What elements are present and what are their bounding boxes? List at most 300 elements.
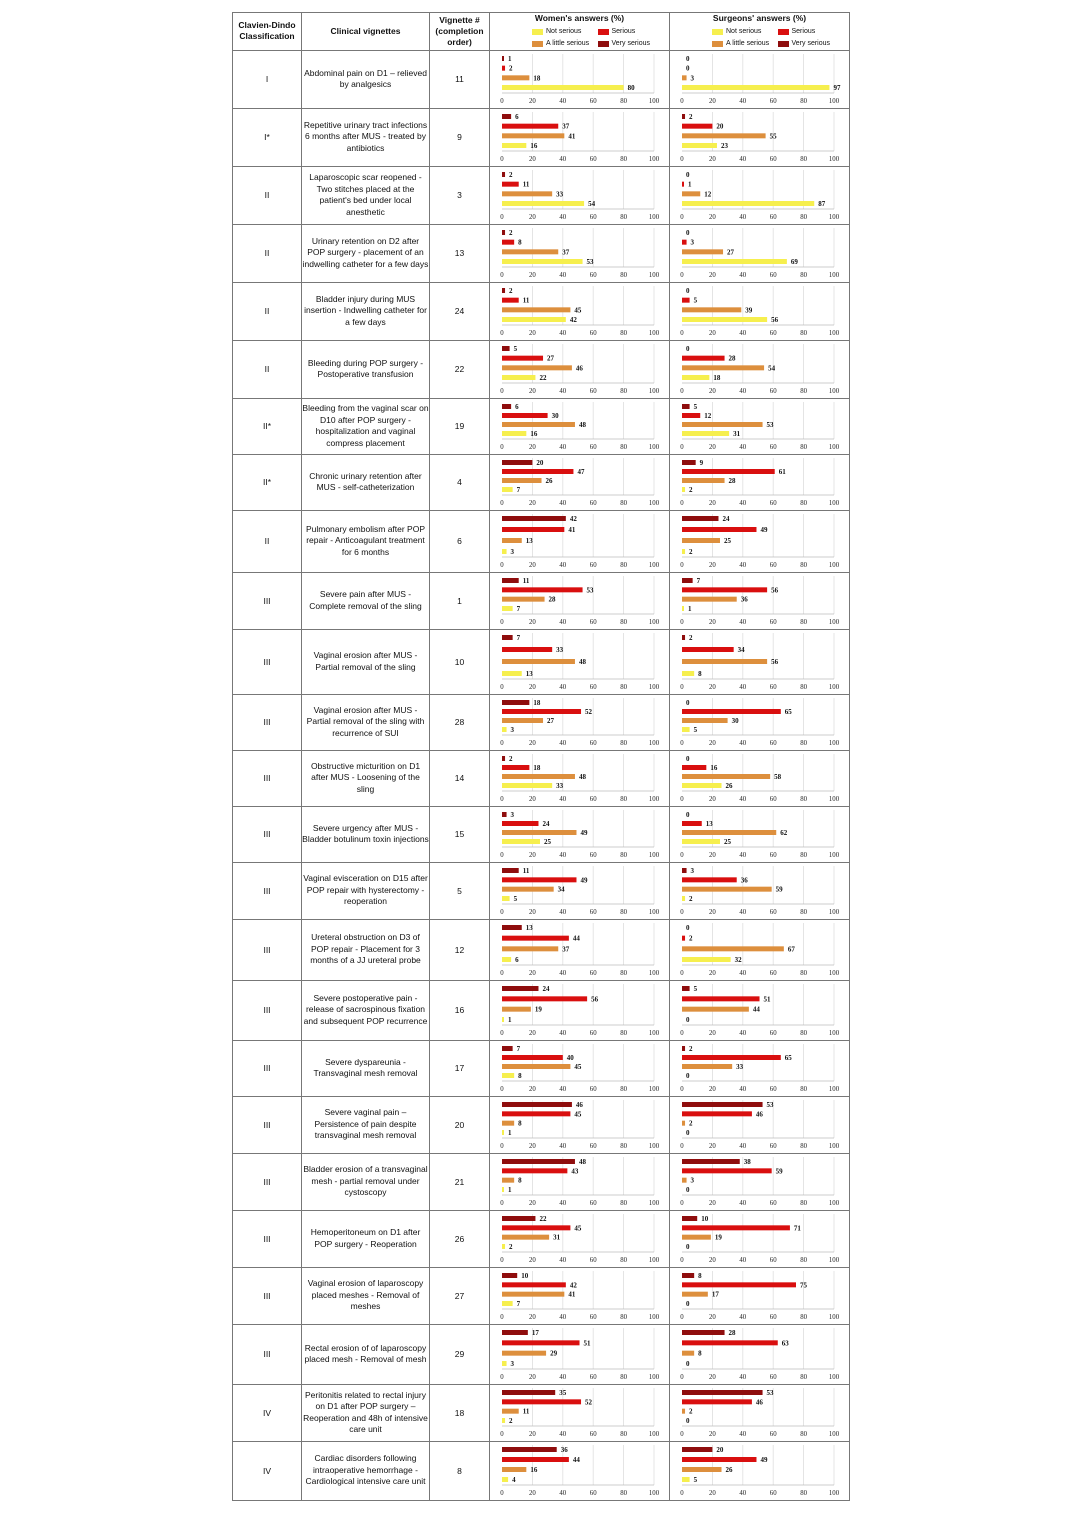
women-chart-cell	[490, 1384, 670, 1441]
data-label: 0	[686, 811, 690, 820]
tick-label: 100	[648, 852, 660, 860]
tick-label: 40	[739, 444, 747, 452]
data-label: 2	[509, 1417, 513, 1426]
bar-a-little-serious	[502, 1007, 531, 1012]
classification-cell: III	[233, 572, 302, 629]
bar-serious	[502, 124, 558, 129]
tick-label: 40	[559, 1257, 567, 1265]
tick-label: 60	[769, 796, 777, 804]
data-label: 0	[686, 755, 690, 764]
tick-label: 20	[709, 1200, 716, 1208]
tick-label: 0	[680, 740, 684, 748]
tick-label: 40	[559, 156, 567, 164]
tick-label: 100	[828, 562, 840, 570]
table-row	[233, 919, 850, 980]
bar-a-little-serious	[502, 1121, 514, 1126]
legend-item: Serious	[778, 26, 844, 37]
bar-serious	[502, 997, 587, 1002]
tick-label: 80	[800, 852, 807, 860]
surgeons-mini-chart	[670, 399, 848, 453]
data-label: 28	[728, 477, 736, 486]
tick-label: 80	[800, 214, 807, 222]
data-label: 42	[569, 316, 577, 325]
data-label: 6	[515, 113, 519, 122]
women-mini-chart	[490, 1442, 668, 1499]
tick-label: 60	[769, 1490, 777, 1498]
surgeons-chart-cell	[670, 750, 850, 806]
bar-not-serious	[502, 549, 507, 554]
women-mini-chart	[490, 455, 668, 509]
table-row	[233, 510, 850, 572]
bar-serious	[682, 124, 712, 129]
vignette-cell: Laparoscopic scar reopened - Two stitches placed at the patient's bed under local anesthetic	[302, 166, 430, 224]
vignette-number-cell: 12	[430, 919, 490, 980]
vignette-number-cell: 16	[430, 980, 490, 1040]
data-label: 1	[688, 605, 692, 614]
vignette-number-cell: 18	[430, 1384, 490, 1441]
data-label: 0	[686, 1243, 690, 1252]
bar-a-little-serious	[502, 366, 572, 371]
bar-a-little-serious	[682, 76, 687, 81]
data-label: 48	[578, 1158, 586, 1167]
tick-label: 60	[769, 909, 777, 917]
tick-label: 40	[559, 852, 567, 860]
data-label: 25	[724, 537, 731, 546]
bar-serious	[502, 356, 543, 361]
tick-label: 80	[620, 740, 627, 748]
vignette-number-cell: 27	[430, 1267, 490, 1324]
tick-label: 20	[529, 1086, 536, 1094]
data-label: 16	[530, 1466, 538, 1475]
data-label: 36	[740, 595, 748, 604]
women-chart-cell	[490, 1040, 670, 1096]
women-chart-cell	[490, 694, 670, 750]
women-chart-cell	[490, 1210, 670, 1267]
tick-label: 100	[648, 444, 660, 452]
data-label: 1	[508, 1016, 512, 1025]
tick-label: 20	[529, 444, 536, 452]
tick-label: 100	[828, 619, 840, 627]
tick-label: 80	[800, 1314, 807, 1322]
tick-label: 20	[529, 1374, 536, 1382]
data-label: 48	[578, 773, 586, 782]
legend-women	[532, 26, 663, 50]
women-chart-cell	[490, 1267, 670, 1324]
bar-very-serious	[502, 1330, 528, 1335]
women-mini-chart	[490, 167, 668, 223]
table-row	[233, 806, 850, 862]
tick-label: 20	[529, 500, 536, 508]
tick-label: 0	[500, 1257, 504, 1265]
bar-a-little-serious	[502, 76, 529, 81]
tick-label: 60	[769, 272, 777, 280]
surgeons-mini-chart	[670, 695, 848, 749]
data-label: 2	[689, 486, 693, 495]
data-label: 2	[689, 934, 693, 943]
tick-label: 20	[529, 740, 536, 748]
bar-a-little-serious	[682, 422, 763, 427]
tick-label: 0	[680, 500, 684, 508]
classification-cell: II	[233, 166, 302, 224]
tick-label: 0	[680, 1200, 684, 1208]
women-mini-chart	[490, 399, 668, 453]
surgeons-chart-cell	[670, 572, 850, 629]
tick-label: 80	[620, 852, 627, 860]
tick-label: 100	[828, 272, 840, 280]
bar-very-serious	[682, 1447, 712, 1452]
tick-label: 80	[620, 1086, 627, 1094]
bar-serious	[682, 1169, 772, 1174]
bar-very-serious	[682, 1216, 697, 1221]
women-mini-chart	[490, 1385, 668, 1440]
bar-not-serious	[682, 85, 829, 90]
vignette-number-cell: 10	[430, 629, 490, 694]
data-label: 12	[704, 190, 712, 199]
bar-serious	[502, 298, 519, 303]
vignette-cell: Severe postoperative pain - release of sacrospinous fixation and subsequent POP recurrence	[302, 980, 430, 1040]
vignette-number-cell: 29	[430, 1324, 490, 1384]
data-label: 27	[727, 248, 735, 257]
classification-cell: II	[233, 282, 302, 340]
data-label: 2	[509, 229, 513, 238]
tick-label: 20	[709, 1374, 716, 1382]
tick-label: 80	[800, 1257, 807, 1265]
legend-swatch-icon	[778, 29, 789, 35]
vignette-cell: Vaginal erosion after MUS - Partial removal of the sling with recurrence of SUI	[302, 694, 430, 750]
tick-label: 40	[739, 562, 747, 570]
tick-label: 100	[648, 272, 660, 280]
tick-label: 20	[529, 1490, 536, 1498]
data-label: 0	[686, 1072, 690, 1081]
bar-a-little-serious	[502, 192, 552, 197]
tick-label: 0	[500, 970, 504, 978]
vignette-number-cell: 14	[430, 750, 490, 806]
tick-label: 60	[769, 1314, 777, 1322]
tick-label: 100	[828, 500, 840, 508]
tick-label: 20	[709, 796, 716, 804]
tick-label: 40	[559, 98, 567, 106]
tick-label: 100	[648, 970, 660, 978]
table-row	[233, 1441, 850, 1500]
vignette-cell: Urinary retention on D2 after POP surgery - placement of an indwelling catheter for a few days	[302, 224, 430, 282]
tick-label: 100	[648, 1257, 660, 1265]
tick-label: 20	[709, 1030, 716, 1038]
vignette-cell: Vaginal erosion after MUS - Partial removal of the sling	[302, 629, 430, 694]
tick-label: 40	[559, 388, 567, 396]
tick-label: 20	[529, 1200, 536, 1208]
bar-not-serious	[682, 727, 690, 732]
tick-label: 0	[500, 1490, 504, 1498]
bar-a-little-serious	[502, 308, 570, 313]
bar-not-serious	[682, 671, 694, 676]
data-label: 61	[778, 468, 786, 477]
tick-label: 60	[589, 330, 597, 338]
data-label: 13	[525, 924, 533, 933]
vignette-cell: Severe pain after MUS - Complete removal of the sling	[302, 572, 430, 629]
bar-serious	[502, 1457, 569, 1462]
data-label: 43	[571, 1167, 579, 1176]
tick-label: 20	[709, 272, 716, 280]
vignette-number-cell: 24	[430, 282, 490, 340]
bar-very-serious	[682, 1159, 740, 1164]
women-chart-cell	[490, 510, 670, 572]
vignette-number-cell: 4	[430, 454, 490, 510]
tick-label: 0	[680, 1143, 684, 1151]
women-chart-cell	[490, 862, 670, 919]
tick-label: 60	[589, 1143, 597, 1151]
bar-not-serious	[682, 896, 685, 901]
header-row	[233, 13, 850, 51]
legend-swatch-icon	[778, 41, 789, 47]
data-label: 28	[548, 595, 556, 604]
data-label: 2	[689, 1045, 693, 1054]
vignette-cell: Ureteral obstruction on D3 of POP repair - Placement for 3 months of a JJ ureteral probe	[302, 919, 430, 980]
women-chart-cell	[490, 1096, 670, 1153]
data-label: 20	[716, 1446, 724, 1455]
data-label: 17	[531, 1329, 539, 1338]
data-label: 65	[784, 1054, 792, 1063]
bar-not-serious	[502, 839, 540, 844]
tick-label: 60	[589, 388, 597, 396]
data-label: 1	[508, 1129, 512, 1138]
tick-label: 100	[648, 796, 660, 804]
classification-cell: III	[233, 1267, 302, 1324]
tick-label: 20	[529, 562, 536, 570]
bar-a-little-serious	[682, 366, 764, 371]
bar-not-serious	[502, 143, 526, 148]
tick-label: 100	[648, 1030, 660, 1038]
tick-label: 0	[500, 1374, 504, 1382]
vignette-cell: Bladder injury during MUS insertion - Indwelling catheter for a few days	[302, 282, 430, 340]
tick-label: 20	[529, 970, 536, 978]
tick-label: 80	[620, 1257, 627, 1265]
bar-serious	[502, 413, 548, 418]
data-label: 8	[698, 670, 702, 679]
surgeons-mini-chart	[670, 630, 848, 693]
women-chart-cell	[490, 1153, 670, 1210]
women-chart-cell	[490, 572, 670, 629]
vignette-cell: Abdominal pain on D1 – relieved by analgesics	[302, 50, 430, 108]
data-label: 7	[516, 1045, 521, 1054]
data-label: 45	[574, 1110, 582, 1119]
data-label: 46	[755, 1398, 763, 1407]
bar-serious	[502, 469, 573, 474]
surgeons-mini-chart	[670, 1268, 848, 1323]
bar-not-serious	[502, 85, 624, 90]
bar-not-serious	[682, 259, 787, 264]
data-label: 2	[509, 64, 513, 73]
tick-label: 0	[500, 98, 504, 106]
tick-label: 60	[589, 684, 597, 692]
classification-cell: III	[233, 1210, 302, 1267]
data-label: 62	[780, 829, 788, 838]
bar-serious	[502, 1341, 580, 1346]
data-label: 41	[568, 1290, 576, 1299]
data-label: 71	[793, 1224, 801, 1233]
tick-label: 0	[500, 1314, 504, 1322]
data-label: 12	[704, 412, 712, 421]
tick-label: 100	[648, 562, 660, 570]
tick-label: 0	[680, 330, 684, 338]
tick-label: 20	[709, 156, 716, 164]
surgeons-chart-cell	[670, 629, 850, 694]
bar-very-serious	[502, 1273, 517, 1278]
bar-serious	[682, 1055, 781, 1060]
data-label: 2	[689, 1119, 693, 1128]
women-mini-chart	[490, 1041, 668, 1095]
table-row	[233, 1210, 850, 1267]
data-label: 0	[686, 64, 690, 73]
data-label: 56	[771, 586, 779, 595]
data-label: 80	[627, 84, 635, 93]
data-label: 0	[686, 171, 690, 180]
women-mini-chart	[490, 1325, 668, 1383]
tick-label: 60	[769, 500, 777, 508]
bar-a-little-serious	[682, 1178, 687, 1183]
surgeons-chart-cell	[670, 1324, 850, 1384]
tick-label: 100	[648, 740, 660, 748]
classification-cell: III	[233, 806, 302, 862]
data-label: 52	[585, 708, 593, 717]
classification-cell: I*	[233, 108, 302, 166]
data-label: 35	[559, 1389, 567, 1398]
tick-label: 60	[589, 156, 597, 164]
women-chart-cell	[490, 108, 670, 166]
women-mini-chart	[490, 1154, 668, 1209]
tick-label: 40	[559, 1030, 567, 1038]
bar-serious	[682, 240, 687, 245]
women-mini-chart	[490, 981, 668, 1039]
data-label: 3	[690, 1176, 695, 1185]
women-mini-chart	[490, 863, 668, 918]
surgeons-chart-cell	[670, 166, 850, 224]
bar-very-serious	[682, 516, 718, 521]
tick-label: 60	[589, 1431, 597, 1439]
tick-label: 40	[739, 1314, 747, 1322]
tick-label: 20	[709, 562, 716, 570]
surgeons-chart-cell	[670, 694, 850, 750]
tick-label: 100	[828, 1490, 840, 1498]
data-label: 0	[686, 1417, 690, 1426]
data-label: 54	[588, 200, 596, 209]
bar-a-little-serious	[502, 718, 543, 723]
vignette-number-cell: 5	[430, 862, 490, 919]
data-label: 53	[586, 258, 594, 267]
tick-label: 0	[500, 1143, 504, 1151]
women-chart-cell	[490, 398, 670, 454]
data-label: 0	[686, 699, 690, 708]
data-label: 11	[522, 867, 530, 876]
data-label: 11	[522, 1407, 530, 1416]
tick-label: 80	[800, 1200, 807, 1208]
tick-label: 100	[648, 619, 660, 627]
tick-label: 0	[680, 562, 684, 570]
women-mini-chart	[490, 807, 668, 861]
tick-label: 0	[500, 330, 504, 338]
data-label: 37	[562, 248, 570, 257]
data-label: 3	[510, 1360, 515, 1369]
data-label: 27	[547, 354, 555, 363]
data-label: 18	[713, 374, 721, 383]
header-vignettes: Clinical vignettes	[302, 13, 430, 51]
tick-label: 100	[828, 852, 840, 860]
bar-a-little-serious	[682, 1121, 685, 1126]
tick-label: 60	[589, 1314, 597, 1322]
tick-label: 40	[559, 562, 567, 570]
data-label: 26	[545, 477, 553, 486]
data-label: 2	[689, 548, 693, 557]
tick-label: 80	[620, 156, 627, 164]
tick-label: 40	[559, 330, 567, 338]
bar-not-serious	[502, 957, 511, 962]
tick-label: 0	[500, 500, 504, 508]
data-label: 34	[737, 646, 745, 655]
data-label: 3	[690, 867, 695, 876]
bar-not-serious	[502, 259, 583, 264]
data-label: 36	[740, 876, 748, 885]
tick-label: 60	[769, 388, 777, 396]
data-label: 5	[693, 403, 698, 412]
tick-label: 100	[648, 1490, 660, 1498]
bar-not-serious	[502, 783, 552, 788]
bar-serious	[502, 765, 529, 770]
women-chart-cell	[490, 750, 670, 806]
data-label: 53	[586, 586, 594, 595]
tick-label: 0	[500, 740, 504, 748]
surgeons-mini-chart	[670, 1041, 848, 1095]
table-row	[233, 572, 850, 629]
tick-label: 100	[648, 1374, 660, 1382]
data-label: 13	[525, 670, 533, 679]
tick-label: 100	[828, 909, 840, 917]
tick-label: 20	[529, 1257, 536, 1265]
bar-very-serious	[682, 1273, 694, 1278]
table-row	[233, 862, 850, 919]
data-label: 8	[518, 1176, 522, 1185]
tick-label: 0	[680, 272, 684, 280]
women-mini-chart	[490, 225, 668, 281]
data-label: 38	[743, 1158, 751, 1167]
data-label: 11	[522, 180, 530, 189]
tick-label: 40	[739, 970, 747, 978]
tick-label: 60	[769, 970, 777, 978]
table-row	[233, 629, 850, 694]
tick-label: 40	[739, 98, 747, 106]
surgeons-chart-cell	[670, 1384, 850, 1441]
bar-a-little-serious	[682, 947, 784, 952]
legend-surgeons	[712, 26, 843, 50]
data-label: 39	[745, 306, 753, 315]
women-chart-cell	[490, 454, 670, 510]
table-row	[233, 50, 850, 108]
table-row	[233, 1324, 850, 1384]
bar-very-serious	[502, 925, 522, 930]
results-table	[232, 12, 850, 1501]
data-label: 7	[516, 486, 521, 495]
bar-very-serious	[682, 578, 693, 583]
tick-label: 60	[589, 1086, 597, 1094]
data-label: 28	[728, 1329, 736, 1338]
tick-label: 20	[709, 1490, 716, 1498]
tick-label: 0	[680, 1431, 684, 1439]
tick-label: 20	[529, 852, 536, 860]
data-label: 18	[533, 74, 541, 83]
bar-not-serious	[502, 671, 522, 676]
tick-label: 80	[800, 909, 807, 917]
surgeons-mini-chart	[670, 573, 848, 628]
data-label: 0	[686, 287, 690, 296]
bar-serious	[682, 469, 775, 474]
